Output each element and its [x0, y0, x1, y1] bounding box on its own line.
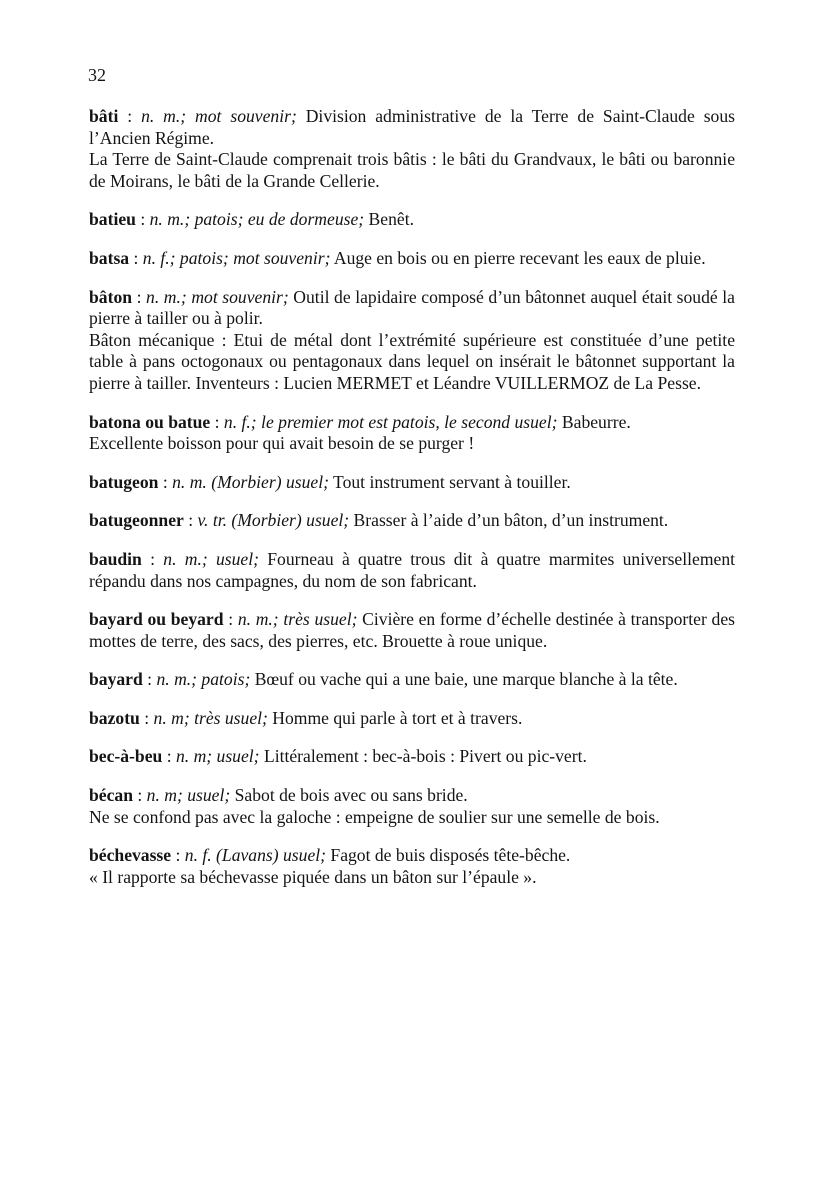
entry-grammar: n. m; usuel; [146, 785, 231, 806]
entry-separator: : [132, 286, 147, 307]
entry-definition: Civière en forme d’échelle destinée à transporter des mottes de terre, des sacs, des pierres, etc. Brouette à roue unique. [89, 609, 735, 651]
entry-headword: batieu [89, 209, 136, 230]
entry-grammar: n. f.; patois; mot souvenir; [142, 247, 331, 268]
dictionary-entry [89, 785, 735, 828]
entry-paragraph [89, 708, 735, 730]
entry-headword: batsa [89, 247, 130, 268]
entry-definition: Babeurre. [557, 411, 631, 432]
entry-separator: : [139, 707, 154, 728]
dictionary-entry [89, 609, 735, 652]
entry-paragraph [89, 209, 735, 231]
dictionary-entries [89, 106, 735, 905]
entry-definition: Homme qui parle à tort et à travers. [267, 707, 523, 728]
entry-extra-line: « Il rapporte sa béchevasse piquée dans un bâton sur l’épaule ». [89, 866, 537, 887]
entry-grammar: n. f. (Lavans) usuel; [184, 845, 327, 866]
entry-headword: bec-à-beu [89, 746, 163, 767]
entry-headword: bazotu [89, 707, 140, 728]
entry-definition: Outil de lapidaire composé d’un bâtonnet auquel était soudé la pierre à tailler ou à polir. [89, 286, 735, 329]
entry-paragraph [89, 669, 735, 691]
entry-extra-line: La Terre de Saint-Claude comprenait trois bâtis : le bâti du Grandvaux, le bâti ou baronnie de Moirans, le bâti de la Grande Cellerie. [89, 149, 735, 191]
entry-separator: : [118, 106, 142, 126]
entry-separator: : [210, 411, 224, 432]
dictionary-entry [89, 845, 735, 888]
entry-paragraph [89, 746, 735, 768]
entry-paragraph [89, 845, 735, 867]
entry-grammar: n. m; très usuel; [153, 707, 268, 728]
dictionary-entry [89, 549, 735, 592]
entry-grammar: n. m.; patois; [156, 669, 251, 690]
entry-grammar: n. m.; patois; eu de dormeuse; [149, 209, 365, 230]
dictionary-entry [89, 287, 735, 395]
entry-definition: Fourneau à quatre trous dit à quatre marmites universellement répandu dans nos campagnes, du nom de son fabricant. [89, 548, 735, 591]
entry-extra-line: Excellente boisson pour qui avait besoin de se purger ! [89, 433, 475, 454]
entry-headword: bayard ou beyard [89, 609, 224, 630]
dictionary-entry [89, 708, 735, 730]
entry-separator: : [132, 785, 147, 806]
entry-headword: béchevasse [89, 845, 172, 866]
entry-definition: Fagot de buis disposés tête-bêche. [326, 845, 571, 866]
entry-separator: : [142, 669, 157, 690]
dictionary-entry [89, 209, 735, 231]
page-number: 32 [88, 65, 106, 85]
entry-paragraph [89, 472, 735, 494]
entry-paragraph [89, 549, 735, 592]
entry-definition: Division administrative de la Terre de Saint-Claude sous l’Ancien Régime. [89, 106, 735, 148]
entry-separator: : [171, 845, 185, 866]
dictionary-entry [89, 248, 735, 270]
entry-grammar: n. m.; mot souvenir; [146, 286, 289, 307]
entry-separator: : [158, 471, 173, 492]
entry-extra-line: Bâton mécanique : Etui de métal dont l’extrémité supérieure est constituée d’une petite table à pans octogonaux ou pentagonaux dans lequel on insérait le bâtonnet supportant la pierre à tailler. Inventeurs : Lucien MERMET et Léandre VUILLERMOZ de La Pesse. [89, 329, 735, 393]
dictionary-entry [89, 106, 735, 192]
entry-definition: Brasser à l’aide d’un bâton, d’un instrument. [349, 510, 669, 531]
entry-definition: Tout instrument servant à touiller. [328, 471, 571, 492]
entry-headword: baudin [89, 548, 142, 569]
entry-definition: Sabot de bois avec ou sans bride. [230, 785, 468, 806]
dictionary-entry [89, 510, 735, 532]
entry-grammar: v. tr. (Morbier) usuel; [197, 510, 350, 531]
entry-extra-line: Ne se confond pas avec la galoche : empeigne de soulier sur une semelle de bois. [89, 806, 660, 827]
entry-paragraph [89, 785, 735, 807]
entry-separator: : [129, 247, 143, 268]
entry-headword: batugeonner [89, 510, 184, 531]
entry-separator: : [183, 510, 198, 531]
entry-definition: Benêt. [364, 209, 414, 230]
entry-separator: : [135, 209, 150, 230]
dictionary-entry [89, 746, 735, 768]
entry-paragraph [89, 510, 735, 532]
dictionary-entry [89, 669, 735, 691]
entry-separator: : [162, 746, 176, 767]
entry-definition: Auge en bois ou en pierre recevant les eaux de pluie. [330, 247, 706, 268]
entry-separator: : [141, 548, 164, 569]
entry-separator: : [223, 609, 238, 630]
entry-paragraph [89, 106, 735, 149]
entry-grammar: n. m; usuel; [175, 746, 260, 767]
entry-paragraph [89, 248, 735, 270]
entry-headword: batugeon [89, 471, 159, 492]
entry-grammar: n. m.; usuel; [163, 548, 259, 569]
entry-paragraph [89, 412, 735, 434]
entry-paragraph [89, 609, 735, 652]
entry-headword: bâti [89, 106, 119, 126]
entry-grammar: n. m.; mot souvenir; [141, 106, 297, 126]
entry-paragraph [89, 287, 735, 330]
entry-grammar: n. m.; très usuel; [237, 609, 358, 630]
entry-headword: batona ou batue [89, 411, 211, 432]
entry-grammar: n. f.; le premier mot est patois, le second usuel; [223, 411, 558, 432]
entry-headword: bayard [89, 669, 143, 690]
entry-definition: Bœuf ou vache qui a une baie, une marque blanche à la tête. [250, 669, 678, 690]
entry-grammar: n. m. (Morbier) usuel; [172, 471, 329, 492]
dictionary-entry [89, 412, 735, 455]
entry-headword: bâton [89, 286, 133, 307]
entry-definition: Littéralement : bec-à-bois : Pivert ou pic-vert. [259, 746, 587, 767]
dictionary-entry [89, 472, 735, 494]
entry-headword: bécan [89, 785, 133, 806]
